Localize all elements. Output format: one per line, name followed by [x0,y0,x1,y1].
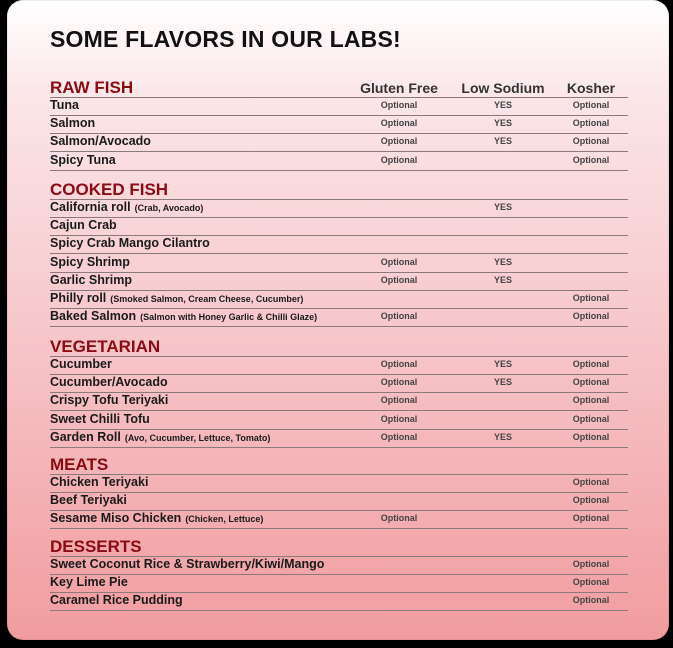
item-name-text: Sweet Chilli Tofu [50,411,150,426]
item-name-text: Key Lime Pie [50,575,128,590]
cell-gluten-free: Optional [380,513,418,524]
cell-gluten-free: Optional [380,395,418,406]
table-row [50,133,628,152]
item-name-text: Philly roll [50,291,107,305]
item-name [50,375,168,389]
item-name [50,273,132,287]
item-name [50,236,210,250]
cell-low-sodium: YES [493,100,512,110]
item-name-text: Caramel Rice Pudding [50,593,183,608]
table-row [50,510,628,529]
item-name [50,200,203,214]
item-name-text: Salmon [50,116,96,131]
section-title: COOKED FISH [50,180,169,199]
cell-kosher: Optional [572,413,610,424]
cell-kosher: Optional [572,359,610,369]
item-name-text: Cajun Crab [50,218,117,233]
item-name [50,575,128,589]
item-note: (Crab, Avocado) [134,203,204,213]
cell-kosher: Optional [572,311,610,322]
cell-low-sodium: YES [493,274,512,285]
table-row [50,574,628,593]
table-row [50,556,628,575]
item-name-text: Spicy Crab Mango Cilantro [50,236,210,251]
cell-gluten-free: Optional [380,274,418,285]
item-name-text: Cucumber [50,357,112,371]
cell-gluten-free: Optional [380,136,418,147]
cell-gluten-free: Optional [380,100,418,110]
item-note: (Chicken, Lettuce) [185,514,264,525]
cell-gluten-free: Optional [380,413,418,424]
cell-kosher: Optional [572,577,610,588]
section-title: RAW FISH [50,78,134,97]
cell-kosher: Optional [572,513,610,524]
item-name-text: Baked Salmon [50,309,137,324]
item-name [50,357,112,371]
cell-low-sodium: YES [493,202,512,212]
item-name [50,116,95,130]
item-name [50,475,148,489]
item-name-text: Cucumber/Avocado [50,375,168,390]
cell-kosher: Optional [572,136,610,147]
item-name [50,412,150,426]
table-row [50,115,628,134]
item-name-text: California roll [50,200,131,214]
item-name-text: Chicken Teriyaki [50,475,149,489]
table-row [50,474,628,493]
item-name [50,511,263,525]
table-row [50,217,628,236]
item-name-text: Garlic Shrimp [50,272,132,287]
column-header-low-sodium: Low Sodium [461,80,545,96]
section-title: VEGETARIAN [50,337,161,356]
table-row [50,235,628,254]
cell-gluten-free: Optional [380,377,418,388]
item-name-text: Beef Teriyaki [50,493,127,508]
cell-kosher: Optional [572,154,610,165]
page-title: SOME FLAVORS IN OUR LABS! [50,26,401,52]
table-row [50,392,628,411]
item-name-text: Sesame Miso Chicken [50,511,182,526]
cell-kosher: Optional [572,559,610,569]
cell-kosher: Optional [572,118,610,129]
item-note: (Smoked Salmon, Cream Cheese, Cucumber) [110,294,304,304]
item-name-text: Sweet Coconut Rice & Strawberry/Kiwi/Mango [50,557,325,571]
table-row [50,356,628,375]
table-row [50,254,628,273]
table-row [50,308,628,327]
item-name [50,218,117,232]
menu-card [7,0,669,640]
item-name [50,255,130,269]
cell-kosher: Optional [572,495,610,506]
item-name [50,98,79,112]
item-name [50,557,324,571]
cell-gluten-free: Optional [380,359,418,369]
section-title: DESSERTS [50,537,142,556]
table-row [50,429,628,448]
item-name-text: Garden Roll [50,429,121,444]
item-name [50,134,151,148]
item-name-text: Spicy Shrimp [50,254,130,269]
cell-kosher: Optional [572,395,610,406]
cell-low-sodium: YES [493,359,512,369]
cell-low-sodium: YES [493,377,512,388]
cell-kosher: Optional [572,595,610,606]
item-name [50,309,317,323]
item-name [50,291,303,305]
table-row [50,411,628,430]
item-name [50,493,127,507]
item-note: (Salmon with Honey Garlic & Chilli Glaze) [140,312,318,323]
cell-low-sodium: YES [493,431,512,442]
table-row [50,492,628,511]
table-row [50,97,628,116]
cell-gluten-free: Optional [380,311,418,322]
cell-kosher: Optional [572,293,610,303]
table-row [50,152,628,171]
item-name-text: Crispy Tofu Teriyaki [50,393,169,408]
column-header-kosher: Kosher [566,80,616,96]
item-name-text: Tuna [50,98,79,112]
item-name [50,593,183,607]
item-note: (Avo, Cucumber, Lettuce, Tomato) [124,432,271,443]
cell-low-sodium: YES [493,256,512,267]
cell-low-sodium: YES [493,136,512,147]
item-name [50,430,270,444]
cell-kosher: Optional [572,431,610,442]
item-name-text: Spicy Tuna [50,152,116,167]
cell-gluten-free: Optional [380,256,418,267]
cell-kosher: Optional [572,477,610,487]
cell-gluten-free: Optional [380,431,418,442]
item-name [50,153,116,167]
item-name-text: Salmon/Avocado [50,134,151,149]
table-row [50,290,628,309]
section-title: MEATS [50,455,109,474]
cell-low-sodium: YES [493,118,512,129]
item-name [50,393,168,407]
column-header-gluten-free: Gluten Free [360,80,438,96]
table-row [50,592,628,611]
table-row [50,272,628,291]
cell-kosher: Optional [572,100,610,110]
cell-gluten-free: Optional [380,154,418,165]
cell-gluten-free: Optional [380,118,418,129]
cell-kosher: Optional [572,377,610,388]
table-row [50,374,628,393]
table-row [50,199,628,218]
